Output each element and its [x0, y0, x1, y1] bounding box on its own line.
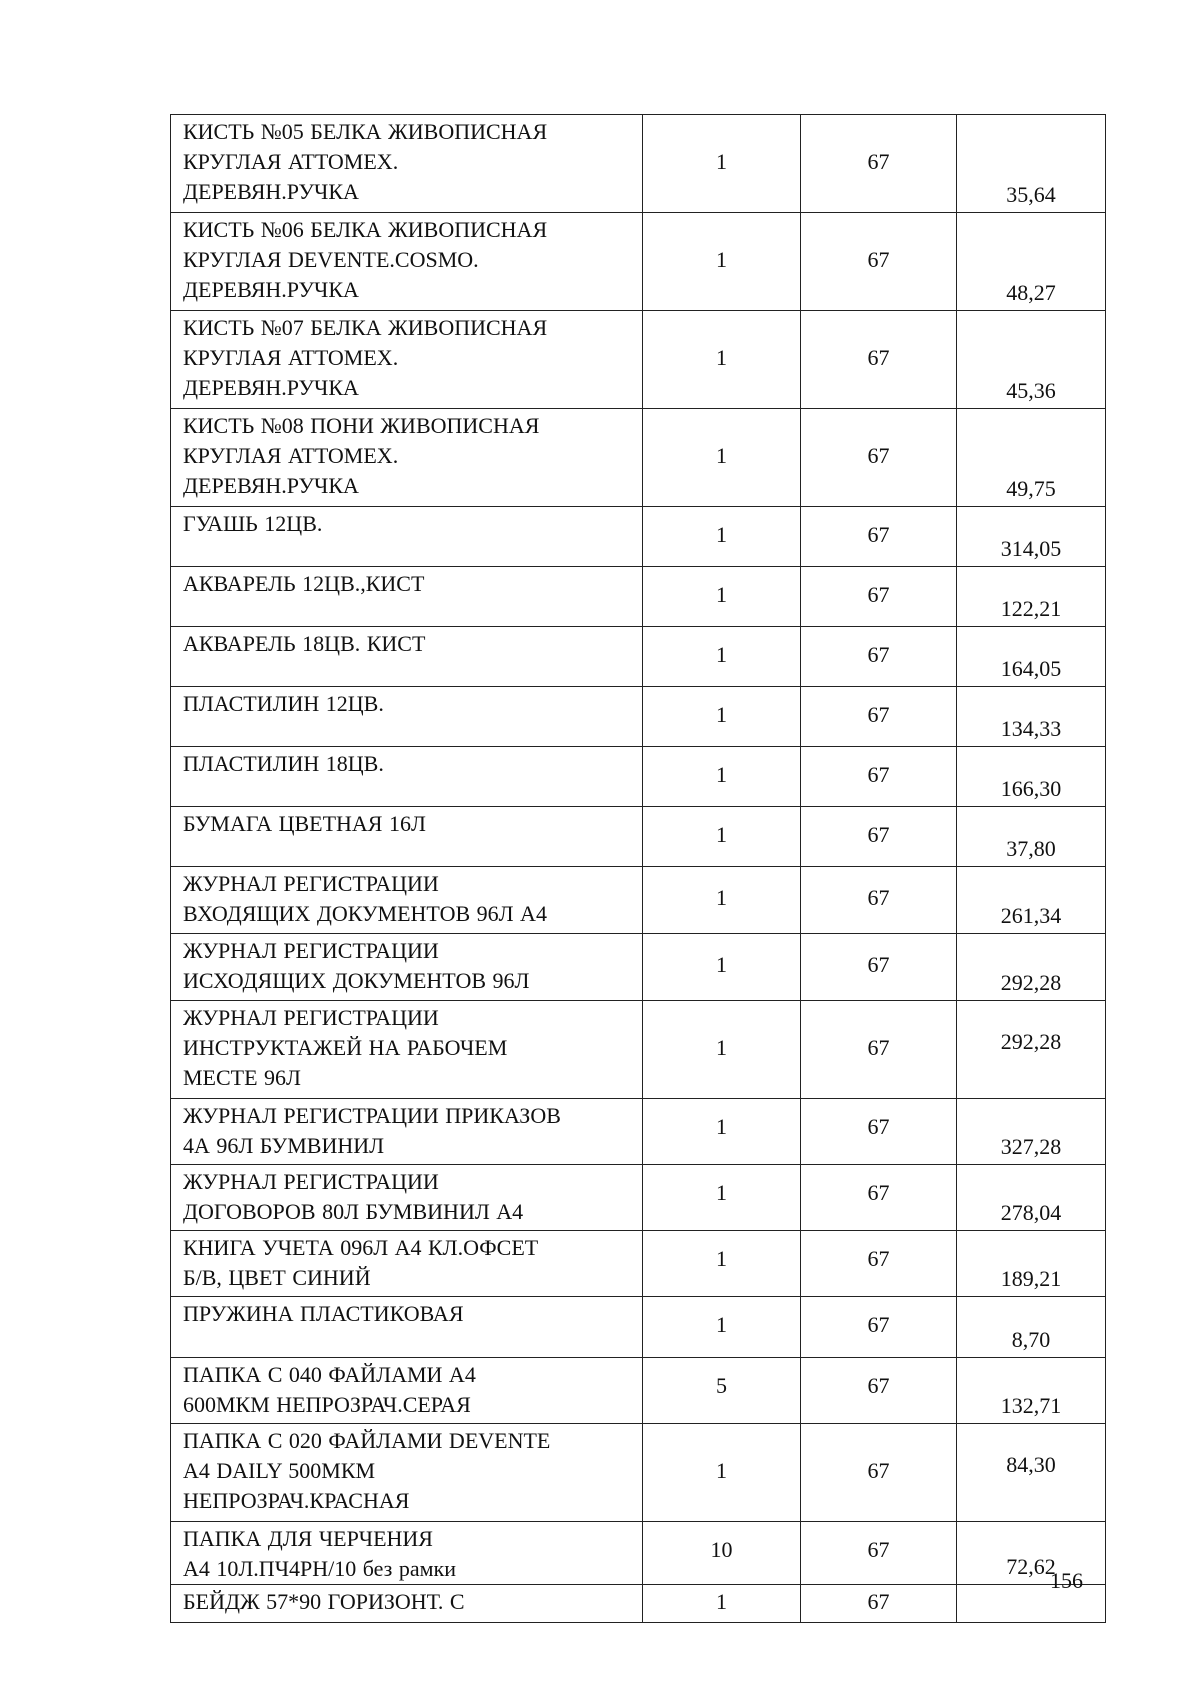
quantity-cell — [643, 1522, 801, 1585]
quantity-cell — [643, 1231, 801, 1297]
table-row — [171, 507, 1106, 567]
code-value: 67 — [867, 149, 890, 174]
table-row — [171, 1297, 1106, 1358]
code-value: 67 — [867, 1035, 890, 1060]
quantity-value: 1 — [716, 149, 727, 174]
price-value: 49,75 — [1006, 476, 1056, 501]
item-name-cell: ЖУРНАЛ РЕГИСТРАЦИИ ИНСТРУКТАЖЕЙ НА РАБОЧЕМ МЕСТЕ 96Л — [171, 1001, 643, 1099]
price-value: 292,28 — [1000, 970, 1062, 995]
table-row — [171, 1001, 1106, 1099]
code-value: 67 — [867, 642, 890, 667]
code-value: 67 — [867, 1589, 890, 1614]
code-value: 67 — [867, 702, 890, 727]
price-value: 314,05 — [1000, 536, 1062, 561]
table-row — [171, 687, 1106, 747]
quantity-cell — [643, 1585, 801, 1623]
price-value: 166,30 — [1000, 776, 1062, 801]
table-row — [171, 867, 1106, 934]
item-name-cell: КНИГА УЧЕТА 096Л А4 КЛ.ОФСЕТ Б/В, ЦВЕТ СИНИЙ — [171, 1231, 643, 1297]
code-cell — [801, 934, 957, 1001]
code-value: 67 — [867, 822, 890, 847]
price-cell — [957, 1165, 1106, 1231]
quantity-cell — [643, 115, 801, 213]
item-name-cell: АКВАРЕЛЬ 18ЦВ. КИСТ — [171, 627, 643, 687]
quantity-value: 1 — [716, 762, 727, 787]
table-row — [171, 1522, 1106, 1585]
quantity-value: 1 — [716, 1180, 727, 1205]
price-cell — [957, 867, 1106, 934]
price-value: 292,28 — [1000, 1029, 1062, 1054]
item-name-cell: ГУАШЬ 12ЦВ. — [171, 507, 643, 567]
quantity-value: 1 — [716, 1246, 727, 1271]
quantity-cell — [643, 1165, 801, 1231]
code-value: 67 — [867, 345, 890, 370]
item-name-cell: ЖУРНАЛ РЕГИСТРАЦИИ ДОГОВОРОВ 80Л БУМВИНИЛ А4 — [171, 1165, 643, 1231]
code-cell — [801, 507, 957, 567]
code-cell — [801, 1585, 957, 1623]
price-cell — [957, 1231, 1106, 1297]
table-row — [171, 1424, 1106, 1522]
quantity-cell — [643, 867, 801, 934]
price-cell — [957, 1424, 1106, 1522]
item-name-cell: ПАПКА С 020 ФАЙЛАМИ DEVENTE А4 DAILY 500МКМ НЕПРОЗРАЧ.КРАСНАЯ — [171, 1424, 643, 1522]
code-value: 67 — [867, 1373, 890, 1398]
price-value: 84,30 — [1006, 1452, 1056, 1477]
code-value: 67 — [867, 952, 890, 977]
code-cell — [801, 1099, 957, 1165]
price-cell — [957, 934, 1106, 1001]
quantity-value: 1 — [716, 1458, 727, 1483]
code-cell — [801, 1424, 957, 1522]
item-name-cell: КИСТЬ №08 ПОНИ ЖИВОПИСНАЯ КРУГЛАЯ ATTOMEX. ДЕРЕВЯН.РУЧКА — [171, 409, 643, 507]
code-cell — [801, 807, 957, 867]
page-number: 156 — [1050, 1568, 1083, 1593]
price-cell — [957, 627, 1106, 687]
item-name-cell: ПЛАСТИЛИН 18ЦВ. — [171, 747, 643, 807]
items-table-body — [171, 115, 1106, 1623]
quantity-cell — [643, 409, 801, 507]
quantity-cell — [643, 687, 801, 747]
price-cell — [957, 213, 1106, 311]
quantity-cell — [643, 213, 801, 311]
price-cell — [957, 1001, 1106, 1099]
code-value: 67 — [867, 582, 890, 607]
code-cell — [801, 1358, 957, 1424]
item-name-cell: ЖУРНАЛ РЕГИСТРАЦИИ ВХОДЯЩИХ ДОКУМЕНТОВ 96Л А4 — [171, 867, 643, 934]
code-value: 67 — [867, 1537, 890, 1562]
quantity-value: 1 — [716, 247, 727, 272]
code-value: 67 — [867, 885, 890, 910]
code-cell — [801, 867, 957, 934]
code-cell — [801, 567, 957, 627]
price-value: 48,27 — [1006, 280, 1056, 305]
item-name-cell: ПАПКА С 040 ФАЙЛАМИ А4 600МКМ НЕПРОЗРАЧ.СЕРАЯ — [171, 1358, 643, 1424]
price-value: 164,05 — [1000, 656, 1062, 681]
code-cell — [801, 311, 957, 409]
item-name-cell: КИСТЬ №05 БЕЛКА ЖИВОПИСНАЯ КРУГЛАЯ ATTOMEX. ДЕРЕВЯН.РУЧКА — [171, 115, 643, 213]
item-name-cell: КИСТЬ №06 БЕЛКА ЖИВОПИСНАЯ КРУГЛАЯ DEVENTE.COSMO. ДЕРЕВЯН.РУЧКА — [171, 213, 643, 311]
code-value: 67 — [867, 247, 890, 272]
quantity-value: 1 — [716, 443, 727, 468]
table-row — [171, 1099, 1106, 1165]
price-cell — [957, 1099, 1106, 1165]
quantity-cell — [643, 1424, 801, 1522]
quantity-cell — [643, 311, 801, 409]
price-value: 132,71 — [1000, 1393, 1062, 1418]
quantity-value: 1 — [716, 1589, 727, 1614]
item-name-cell: БЕЙДЖ 57*90 ГОРИЗОНТ. С — [171, 1585, 643, 1623]
code-cell — [801, 409, 957, 507]
table-row — [171, 311, 1106, 409]
table-row — [171, 1585, 1106, 1623]
price-value: 37,80 — [1006, 836, 1056, 861]
item-name-cell: ПАПКА ДЛЯ ЧЕРЧЕНИЯ А4 10Л.ПЧ4РН/10 без рамки — [171, 1522, 643, 1585]
item-name-cell: ПЛАСТИЛИН 12ЦВ. — [171, 687, 643, 747]
quantity-cell — [643, 627, 801, 687]
quantity-cell — [643, 934, 801, 1001]
table-row — [171, 1231, 1106, 1297]
price-cell — [957, 1358, 1106, 1424]
price-value: 278,04 — [1000, 1200, 1062, 1225]
price-cell — [957, 311, 1106, 409]
price-cell — [957, 747, 1106, 807]
table-row — [171, 213, 1106, 311]
price-value: 72,62 — [1006, 1554, 1056, 1579]
table-row — [171, 1165, 1106, 1231]
quantity-cell — [643, 807, 801, 867]
code-cell — [801, 1522, 957, 1585]
quantity-cell — [643, 1099, 801, 1165]
table-row — [171, 1358, 1106, 1424]
price-cell — [957, 567, 1106, 627]
item-name-cell: БУМАГА ЦВЕТНАЯ 16Л — [171, 807, 643, 867]
code-value: 67 — [867, 1246, 890, 1271]
code-cell — [801, 687, 957, 747]
quantity-cell — [643, 1297, 801, 1358]
table-row — [171, 115, 1106, 213]
quantity-value: 1 — [716, 952, 727, 977]
quantity-value: 1 — [716, 885, 727, 910]
quantity-cell — [643, 567, 801, 627]
item-name-cell: АКВАРЕЛЬ 12ЦВ.,КИСТ — [171, 567, 643, 627]
quantity-value: 1 — [716, 1114, 727, 1139]
code-cell — [801, 747, 957, 807]
price-value: 327,28 — [1000, 1134, 1062, 1159]
price-cell — [957, 115, 1106, 213]
quantity-value: 1 — [716, 1035, 727, 1060]
price-value: 8,70 — [1011, 1327, 1051, 1352]
code-cell — [801, 1297, 957, 1358]
price-value: 189,21 — [1000, 1266, 1062, 1291]
quantity-value: 5 — [716, 1373, 727, 1398]
table-row — [171, 807, 1106, 867]
price-cell — [957, 507, 1106, 567]
code-value: 67 — [867, 1114, 890, 1139]
price-cell — [957, 1522, 1106, 1585]
code-cell — [801, 1001, 957, 1099]
price-value: 45,36 — [1006, 378, 1056, 403]
item-name-cell: ЖУРНАЛ РЕГИСТРАЦИИ ИСХОДЯЩИХ ДОКУМЕНТОВ 96Л — [171, 934, 643, 1001]
quantity-value: 10 — [710, 1537, 733, 1562]
code-value: 67 — [867, 1180, 890, 1205]
items-table — [170, 114, 1106, 1623]
price-value: 35,64 — [1006, 182, 1056, 207]
price-value: 261,34 — [1000, 903, 1062, 928]
quantity-value: 1 — [716, 822, 727, 847]
quantity-value: 1 — [716, 345, 727, 370]
code-value: 67 — [867, 522, 890, 547]
quantity-value: 1 — [716, 1312, 727, 1337]
quantity-value: 1 — [716, 582, 727, 607]
quantity-value: 1 — [716, 522, 727, 547]
item-name-cell: ПРУЖИНА ПЛАСТИКОВАЯ — [171, 1297, 643, 1358]
code-value: 67 — [867, 1312, 890, 1337]
quantity-cell — [643, 1001, 801, 1099]
item-name-cell: КИСТЬ №07 БЕЛКА ЖИВОПИСНАЯ КРУГЛАЯ ATTOMEX. ДЕРЕВЯН.РУЧКА — [171, 311, 643, 409]
price-cell — [957, 687, 1106, 747]
price-value: 134,33 — [1000, 716, 1062, 741]
table-row — [171, 627, 1106, 687]
code-cell — [801, 1231, 957, 1297]
code-value: 67 — [867, 1458, 890, 1483]
quantity-cell — [643, 1358, 801, 1424]
code-cell — [801, 213, 957, 311]
table-row — [171, 567, 1106, 627]
quantity-value: 1 — [716, 702, 727, 727]
table-row — [171, 934, 1106, 1001]
quantity-cell — [643, 507, 801, 567]
code-cell — [801, 115, 957, 213]
quantity-value: 1 — [716, 642, 727, 667]
price-cell — [957, 807, 1106, 867]
price-cell — [957, 1297, 1106, 1358]
code-cell — [801, 627, 957, 687]
item-name-cell: ЖУРНАЛ РЕГИСТРАЦИИ ПРИКАЗОВ 4А 96Л БУМВИНИЛ — [171, 1099, 643, 1165]
code-cell — [801, 1165, 957, 1231]
quantity-cell — [643, 747, 801, 807]
price-value: 122,21 — [1000, 596, 1062, 621]
code-value: 67 — [867, 443, 890, 468]
price-cell — [957, 1585, 1106, 1623]
price-cell — [957, 409, 1106, 507]
code-value: 67 — [867, 762, 890, 787]
table-row — [171, 409, 1106, 507]
table-row — [171, 747, 1106, 807]
